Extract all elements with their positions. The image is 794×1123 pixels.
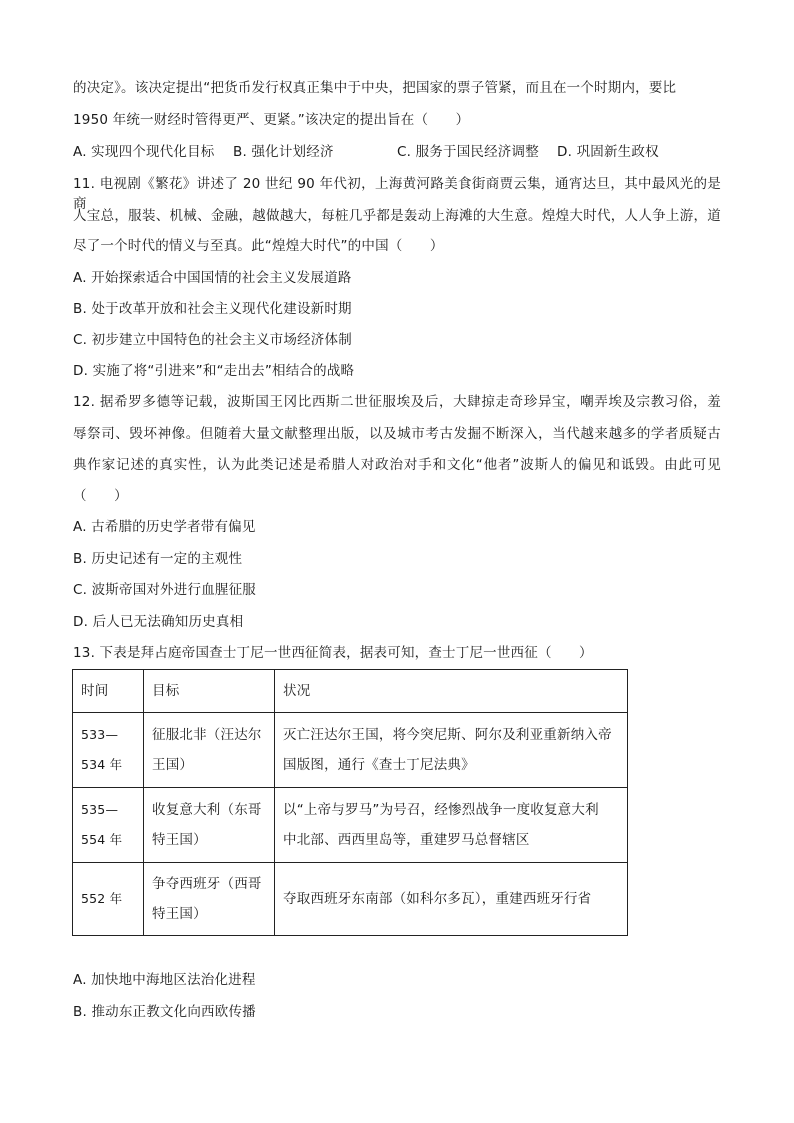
q10-option-b[interactable]: B. 强化计划经济 [233, 144, 334, 160]
q11-option-a[interactable]: A. 开始探索适合中国国情的社会主义发展道路 [73, 270, 352, 286]
header-target: 目标 [144, 670, 275, 713]
cell-time: 533— 534 年 [73, 713, 144, 788]
header-time: 时间 [73, 670, 144, 713]
q11-option-c[interactable]: C. 初步建立中国特色的社会主义市场经济体制 [73, 332, 352, 348]
q11-option-d[interactable]: D. 实施了将“引进来”和“走出去”相结合的战略 [73, 363, 355, 379]
q11-stem-line-2: 人宝总，服装、机械、金融，越做越大，每桩几乎都是轰动上海滩的大生意。煌煌大时代，人人争上游，道 [73, 208, 721, 224]
q13-option-b[interactable]: B. 推动东正教文化向西欧传播 [73, 1004, 256, 1020]
cell-status: 夺取西班牙东南部（如科尔多瓦），重建西班牙行省 [275, 863, 628, 936]
q10-option-c[interactable]: C. 服务于国民经济调整 [397, 144, 539, 160]
cell-target: 征服北非（汪达尔 王国） [144, 713, 275, 788]
q12-stem-line-4: （ ） [73, 488, 128, 504]
q10-option-d[interactable]: D. 巩固新生政权 [557, 144, 659, 160]
table-row [73, 713, 628, 788]
table-row [73, 863, 628, 936]
q13-history-table [72, 669, 628, 936]
q10-options [73, 142, 659, 162]
q11-option-b[interactable]: B. 处于改革开放和社会主义现代化建设新时期 [73, 301, 352, 317]
cell-target: 争夺西班牙（西哥 特王国） [144, 863, 275, 936]
cell-time: 552 年 [73, 863, 144, 936]
q12-option-d[interactable]: D. 后人已无法确知历史真相 [73, 614, 244, 630]
q12-option-a[interactable]: A. 古希腊的历史学者带有偏见 [73, 519, 256, 535]
q13-option-a[interactable]: A. 加快地中海地区法治化进程 [73, 972, 256, 988]
cell-time: 535— 554 年 [73, 788, 144, 863]
q12-option-b[interactable]: B. 历史记述有一定的主观性 [73, 551, 243, 567]
cell-status: 灭亡汪达尔王国，将今突尼斯、阿尔及利亚重新纳入帝 国版图，通行《查士丁尼法典》 [275, 713, 628, 788]
cell-status: 以“上帝与罗马”为号召，经惨烈战争一度收复意大利 中北部、西西里岛等，重建罗马总督辖区 [275, 788, 628, 863]
q11-stem-line-3: 尽了一个时代的情义与至真。此“煌煌大时代”的中国（ ） [73, 238, 444, 254]
q12-stem-line-1: 12. 据希罗多德等记载，波斯国王冈比西斯二世征服埃及后，大肆掠走奇珍异宝，嘲弄埃及宗教习俗，羞 [73, 394, 721, 410]
q12-stem-line-3: 典作家记述的真实性，认为此类记述是希腊人对政治对手和文化“他者”波斯人的偏见和诋毁。由此可见 [73, 457, 721, 473]
q10-stem-line-2: 1950 年统一财经时管得更严、更紧。”该决定的提出旨在（ ） [73, 112, 470, 128]
q10-stem-line-1: 的决定》。该决定提出“把货币发行权真正集中于中央，把国家的票子管紧，而且在一个时期内，要比 [73, 80, 677, 96]
table-row [73, 788, 628, 863]
q10-option-a[interactable]: A. 实现四个现代化目标 [73, 144, 215, 160]
q13-stem: 13. 下表是拜占庭帝国查士丁尼一世西征简表，据表可知，查士丁尼一世西征（ ） [73, 645, 593, 661]
q12-option-c[interactable]: C. 波斯帝国对外进行血腥征服 [73, 582, 257, 598]
q11-stem-line-1: 11. 电视剧《繁花》讲述了 20 世纪 90 年代初，上海黄河路美食街商贾云集，通宵达旦，其中最风光的是商 [73, 176, 721, 212]
header-status: 状况 [275, 670, 628, 713]
q12-stem-line-2: 辱祭司、毁坏神像。但随着大量文献整理出版，以及城市考古发掘不断深入，当代越来越多的学者质疑古 [73, 426, 721, 442]
cell-target: 收复意大利（东哥 特王国） [144, 788, 275, 863]
table-header-row [73, 670, 628, 713]
